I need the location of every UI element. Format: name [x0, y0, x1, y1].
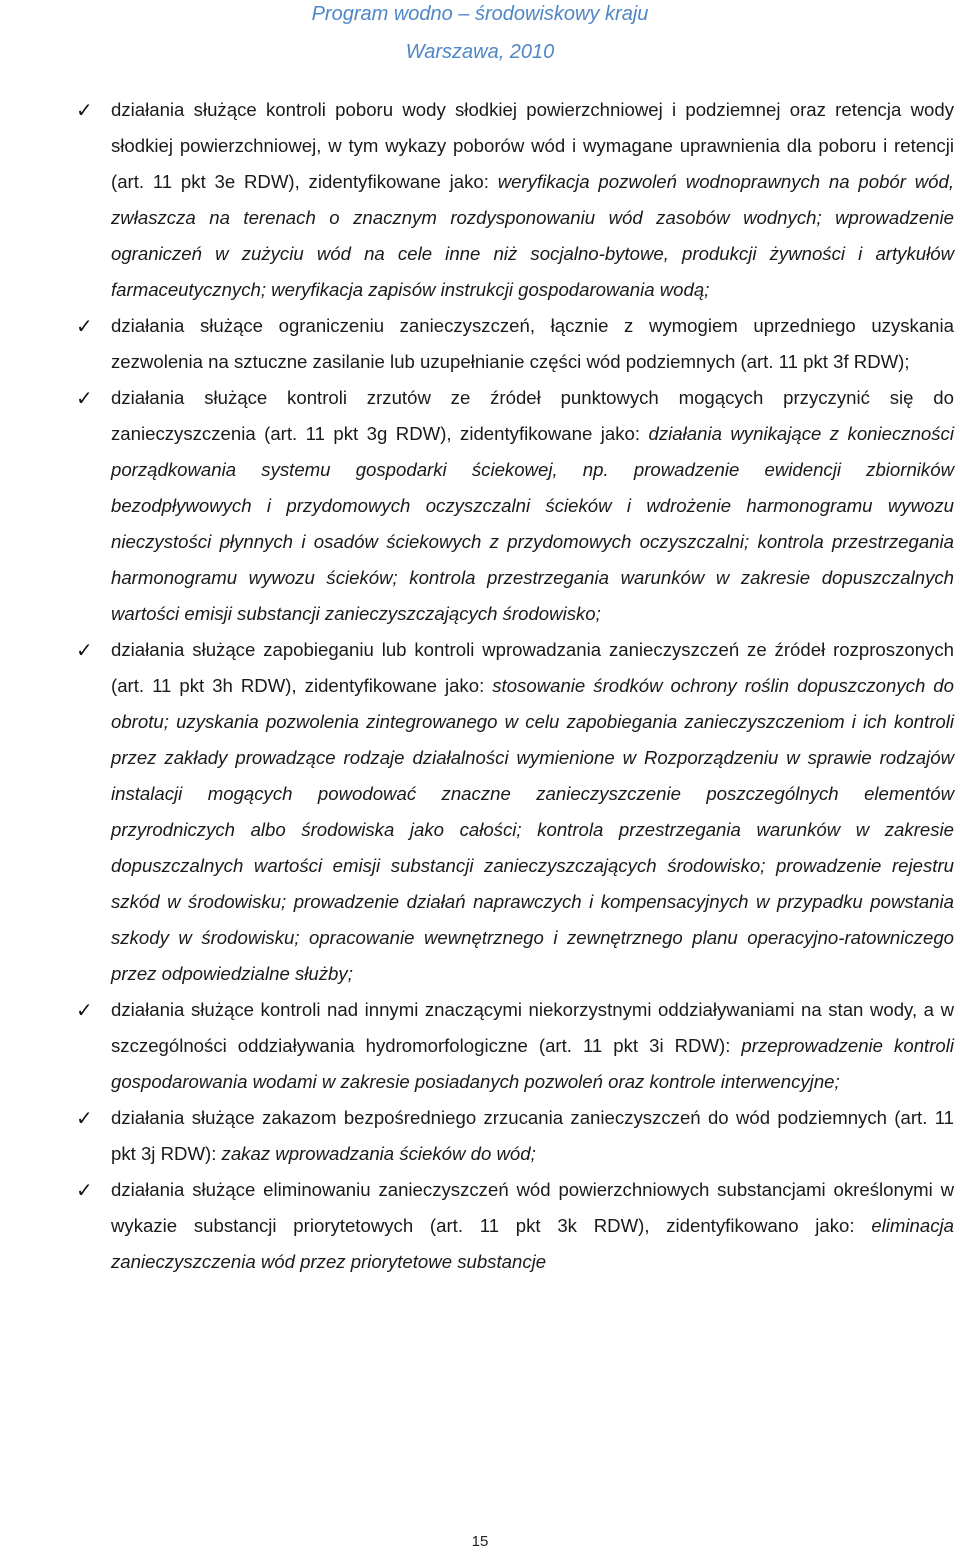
item-text-italic: zakaz wprowadzania ścieków do wód; — [221, 1143, 536, 1164]
item-text: działania służące zapobieganiu lub kontroli wprowadzania zanieczyszczeń ze źródeł rozproszonych (art. 11 pkt 3h RDW), zidentyfikowane jako: — [111, 639, 954, 696]
item-text-italic: eliminacja zanieczyszczenia wód przez priorytetowe substancje — [111, 1215, 954, 1272]
bullet-list — [76, 92, 954, 1280]
checkmark-icon: ✓ — [76, 1106, 93, 1130]
list-item — [76, 380, 954, 632]
item-text-italic: weryfikacja pozwoleń wodnoprawnych na pobór wód, zwłaszcza na terenach o znacznym rozdysponowaniu wód zasobów wodnych; wprowadzenie ograniczeń w zużyciu wód na cele inne niż socjalno-bytowe, produkcji żywności i artykułów farmaceutycznych; weryfikacja zapisów instrukcji gospodarowania wodą; — [111, 171, 955, 300]
document-place-date: Warszawa, 2010 — [405, 41, 555, 63]
list-item — [76, 632, 954, 992]
list-item — [76, 1172, 954, 1280]
item-text: działania służące kontroli poboru wody słodkiej powierzchniowej i podziemnej oraz retencja wody słodkiej powierzchniowej, w tym wykazy poborów wód i wymagane uprawnienia dla poboru i retencji (art. 11 pkt 3e RDW), zidentyfikowane jako: — [111, 99, 954, 192]
page-number: 15 — [471, 1533, 489, 1550]
list-item — [76, 1100, 954, 1172]
document-title: Program wodno – środowiskowy kraju — [311, 3, 649, 25]
item-text-italic: działania wynikające z konieczności porządkowania systemu gospodarki ściekowej, np. prowadzenie ewidencji zbiorników bezodpływowych i przydomowych oczyszczalni ścieków i wdrożenie harmonogramu wywozu nieczystości płynnych i osadów ściekowych z przydomowych oczyszczalni; kontrola przestrzegania harmonogramu wywozu ścieków; kontrola przestrzegania warunków w zakresie dopuszczalnych wartości emisji substancji zanieczyszczających środowisko; — [111, 423, 954, 624]
checkmark-icon: ✓ — [76, 1178, 93, 1202]
item-text-italic: przeprowadzenie kontroli gospodarowania wodami w zakresie posiadanych pozwoleń oraz kontrole interwencyjne; — [111, 1035, 954, 1092]
list-item — [76, 92, 954, 308]
list-item — [76, 308, 954, 380]
item-text: działania służące zakazom bezpośredniego zrzucania zanieczyszczeń do wód podziemnych (art. 11 pkt 3j RDW): — [111, 1107, 954, 1164]
page-header — [0, 0, 960, 71]
checkmark-icon: ✓ — [76, 314, 93, 338]
item-text: działania służące eliminowaniu zanieczyszczeń wód powierzchniowych substancjami określonymi w wykazie substancji priorytetowych (art. 11 pkt 3k RDW), zidentyfikowano jako: — [111, 1179, 954, 1236]
checkmark-icon: ✓ — [76, 98, 93, 122]
checkmark-icon: ✓ — [76, 386, 93, 410]
item-text: działania służące ograniczeniu zanieczyszczeń, łącznie z wymogiem uprzedniego uzyskania zezwolenia na sztuczne zasilanie lub uzupełnianie części wód podziemnych (art. 11 pkt 3f RDW); — [111, 315, 954, 372]
item-text: działania służące kontroli zrzutów ze źródeł punktowych mogących przyczynić się do zanieczyszczenia (art. 11 pkt 3g RDW), zidentyfikowane jako: — [111, 387, 954, 444]
checkmark-icon: ✓ — [76, 998, 93, 1022]
checkmark-icon: ✓ — [76, 638, 93, 662]
list-item — [76, 992, 954, 1100]
item-text-italic: stosowanie środków ochrony roślin dopuszczonych do obrotu; uzyskania pozwolenia zintegrowanego w celu zapobiegania zanieczyszczeniom i ich kontroli przez zakłady prowadzące rodzaje działalności wymienione w Rozporządzeniu w sprawie rodzajów instalacji mogących powodować znaczne zanieczyszczenie poszczególnych elementów przyrodniczych albo środowiska jako całości; kontrola przestrzegania warunków w zakresie dopuszczalnych wartości emisji substancji zanieczyszczających środowisko; prowadzenie rejestru szkód w środowisku; prowadzenie działań naprawczych i kompensacyjnych w przypadku powstania szkody w środowisku; opracowanie wewnętrznego i zewnętrznego planu operacyjno-ratowniczego przez odpowiedzialne służby; — [111, 675, 954, 984]
item-text: działania służące kontroli nad innymi znaczącymi niekorzystnymi oddziaływaniami na stan wody, a w szczególności oddziaływania hydromorfologiczne (art. 11 pkt 3i RDW): — [111, 999, 954, 1056]
